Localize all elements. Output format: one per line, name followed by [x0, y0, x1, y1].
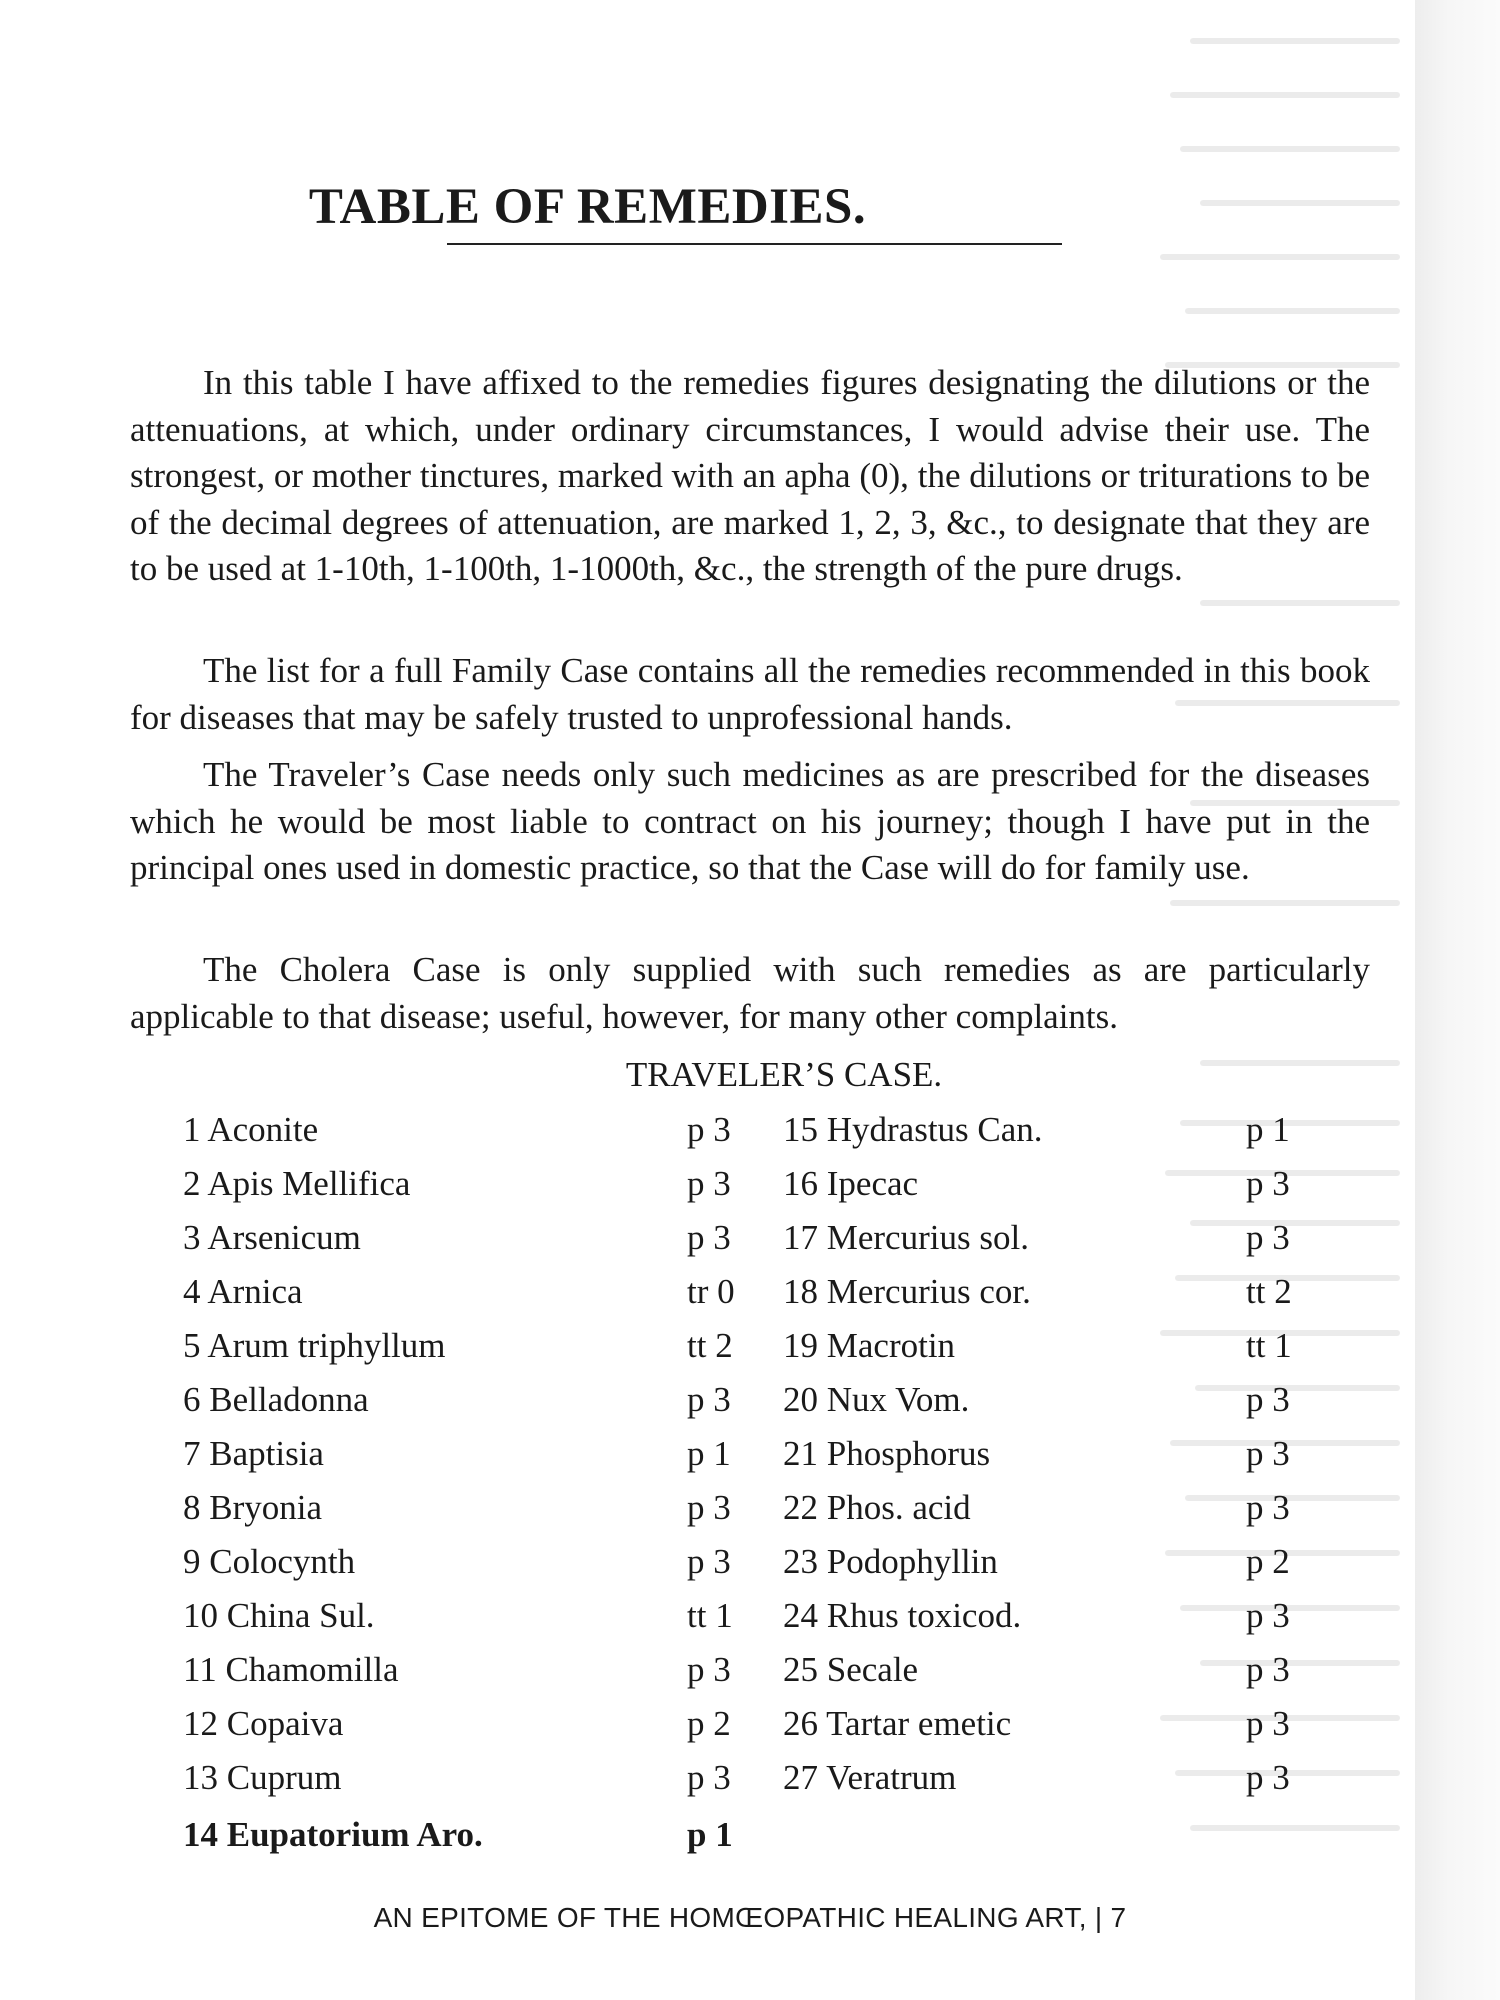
remedy-dose: p 3	[1246, 1704, 1290, 1743]
remedy-name: 1 Aconite	[183, 1110, 319, 1149]
cholera-case-paragraph: The Cholera Case is only supplied with such remedies as are particularly applicable to that disease; useful, however, for many other complaints.	[130, 950, 1370, 1036]
remedy-dose: p 3	[687, 1380, 731, 1419]
remedy-dose: tt 1	[687, 1596, 733, 1635]
remedy-dose: p 2	[687, 1704, 731, 1743]
remedy-name: 13 Cuprum	[183, 1758, 342, 1797]
remedy-dose: p 3	[687, 1542, 731, 1581]
remedy-dose: p 3	[687, 1758, 731, 1797]
remedy-dose: p 3	[687, 1164, 731, 1203]
remedy-name: 15 Hydrastus Can.	[783, 1110, 1043, 1149]
page-edge-shadow	[1415, 0, 1500, 2000]
remedy-name: 23 Podophyllin	[783, 1542, 998, 1581]
remedy-dose: p 3	[1246, 1380, 1290, 1419]
remedy-dose: p 3	[1246, 1650, 1290, 1689]
remedy-dose: p 3	[687, 1110, 731, 1149]
remedy-name: 3 Arsenicum	[183, 1218, 361, 1257]
remedy-name: 8 Bryonia	[183, 1488, 323, 1527]
remedy-dose: tt 2	[1246, 1272, 1292, 1311]
travelers-case-paragraph: The Traveler’s Case needs only such medicines as are prescribed for the diseases which he would be most liable to contract on his journey; though I have put in the principal ones used in domestic practice, so that the Case will do for family use.	[130, 755, 1370, 887]
remedy-name: 14 Eupatorium Aro.	[183, 1815, 483, 1854]
remedy-name: 6 Belladonna	[183, 1380, 369, 1419]
remedy-dose: p 2	[1246, 1542, 1290, 1581]
remedy-dose: p 3	[1246, 1434, 1290, 1473]
remedy-name: 7 Baptisia	[183, 1434, 324, 1473]
remedy-dose: p 3	[1246, 1596, 1290, 1635]
travelers-case-heading: TRAVELER’S CASE.	[625, 1055, 943, 1094]
remedy-dose: p 3	[1246, 1218, 1290, 1257]
remedy-name: 21 Phosphorus	[783, 1434, 991, 1473]
remedy-dose: p 3	[687, 1218, 731, 1257]
remedy-dose: p 3	[687, 1650, 731, 1689]
remedy-name: 27 Veratrum	[783, 1758, 957, 1797]
remedy-dose: p 3	[687, 1488, 731, 1527]
remedy-name: 5 Arum triphyllum	[183, 1326, 446, 1365]
remedy-name: 16 Ipecac	[783, 1164, 919, 1203]
title-underline	[447, 243, 1062, 245]
remedy-dose: p 1	[687, 1434, 731, 1473]
remedies-table	[183, 1110, 1313, 1870]
remedy-name: 12 Copaiva	[183, 1704, 344, 1743]
remedy-name: 19 Macrotin	[783, 1326, 956, 1365]
remedy-dose: p 3	[1246, 1758, 1290, 1797]
remedy-name: 2 Apis Mellifica	[183, 1164, 411, 1203]
remedy-name: 20 Nux Vom.	[783, 1380, 970, 1419]
remedy-name: 18 Mercurius cor.	[783, 1272, 1031, 1311]
remedy-dose: tt 2	[687, 1326, 733, 1365]
remedy-name: 24 Rhus toxicod.	[783, 1596, 1022, 1635]
remedy-name: 26 Tartar emetic	[783, 1704, 1012, 1743]
remedy-name: 11 Chamomilla	[183, 1650, 399, 1689]
family-case-paragraph: The list for a full Family Case contains all the remedies recommended in this book for diseases that may be safely trusted to unprofessional hands.	[130, 651, 1370, 737]
remedy-name: 22 Phos. acid	[783, 1488, 971, 1527]
page-title: TABLE OF REMEDIES.	[308, 179, 867, 235]
remedy-name: 17 Mercurius sol.	[783, 1218, 1029, 1257]
remedy-name: 9 Colocynth	[183, 1542, 356, 1581]
remedy-name: 25 Secale	[783, 1650, 919, 1689]
remedy-dose: p 3	[1246, 1488, 1290, 1527]
remedy-name: 10 China Sul.	[183, 1596, 375, 1635]
remedy-dose: tr 0	[687, 1272, 735, 1311]
remedy-dose: tt 1	[1246, 1326, 1292, 1365]
remedy-dose: p 1	[1246, 1110, 1290, 1149]
remedy-dose: p 3	[1246, 1164, 1290, 1203]
remedy-name: 4 Arnica	[183, 1272, 303, 1311]
remedy-dose: p 1	[687, 1815, 733, 1854]
running-footer: AN EPITOME OF THE HOMŒOPATHIC HEALING ART, | 7	[373, 1902, 1127, 1933]
intro-paragraph: In this table I have affixed to the remedies figures designating the dilutions or the attenuations, at which, under ordinary circumstances, I would advise their use. The strongest, or mother tinctures, marked with an apha (0), the dilutions or triturations to be of the decimal degrees of attenuation, are marked 1, 2, 3, &c., to designate that they are to be used at 1-10th, 1-100th, 1-1000th, &c., the strength of the pure drugs.	[130, 363, 1370, 588]
